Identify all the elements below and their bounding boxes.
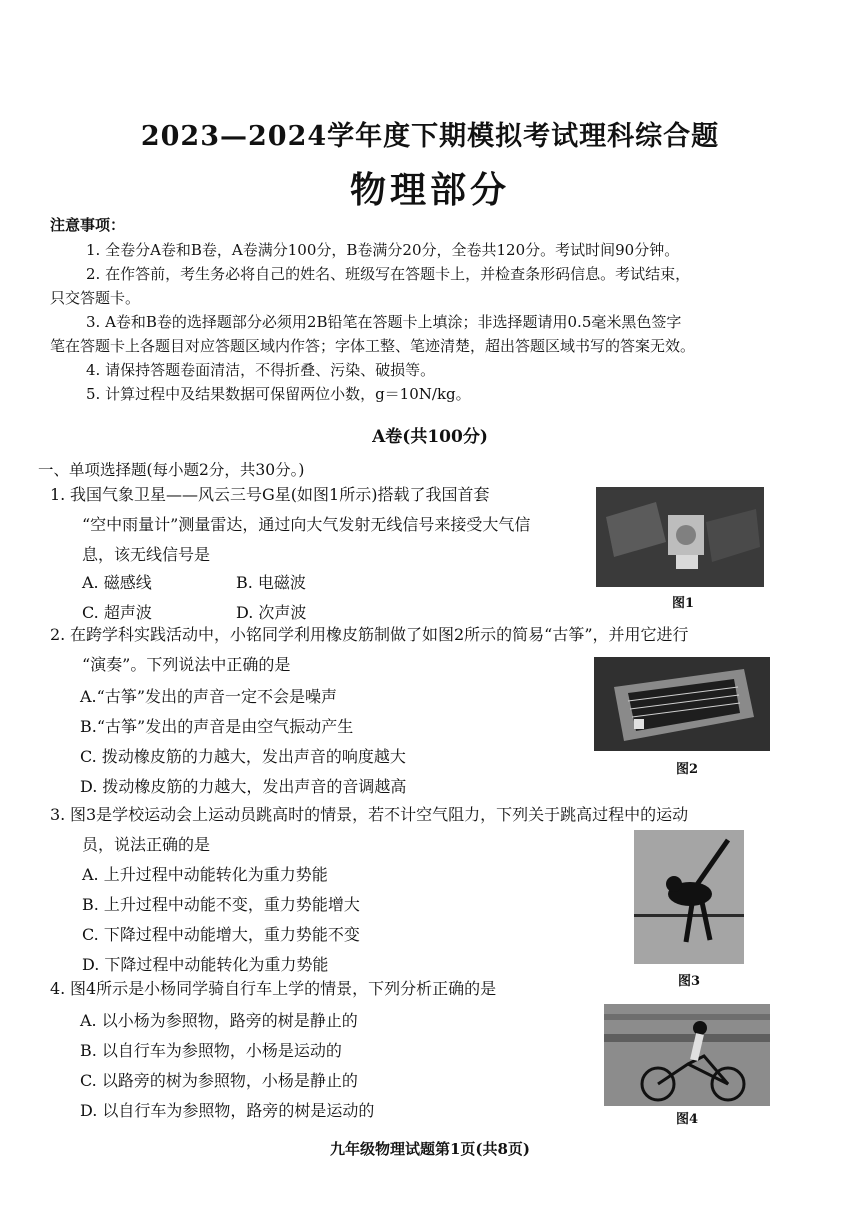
exam-title: 2023—2024学年度下期模拟考试理科综合题 xyxy=(140,121,720,152)
notice-item: 1. 全卷分A卷和B卷，A卷满分100分，B卷满分20分，全卷共120分。考试时间90分钟。 xyxy=(86,241,680,259)
figure-2-caption: 图2 xyxy=(676,762,699,777)
question-stem: “空中雨量计”测量雷达，通过向大气发射无线信号来接受大气信 xyxy=(82,515,531,534)
figure-4-caption: 图4 xyxy=(676,1112,699,1127)
question-stem: 息，该无线信号是 xyxy=(82,545,211,564)
option-b: B. 电磁波 xyxy=(236,573,306,592)
question-number: 3. xyxy=(50,805,66,824)
notice-item: 笔在答题卡上各题目对应答题区域内作答；字体工整、笔迹清楚，超出答题区域书写的答案无效。 xyxy=(50,337,696,355)
question-stem: 图3是学校运动会上运动员跳高时的情景，若不计空气阻力，下列关于跳高过程中的运动 xyxy=(70,805,689,824)
option-c: C. 下降过程中动能增大，重力势能不变 xyxy=(82,925,360,944)
question-stem: 图4所示是小杨同学骑自行车上学的情景，下列分析正确的是 xyxy=(70,979,497,998)
option-d: D. 次声波 xyxy=(236,603,307,622)
option-a: A. 上升过程中动能转化为重力势能 xyxy=(82,865,328,884)
option-b: B. 上升过程中动能不变，重力势能增大 xyxy=(82,895,360,914)
option-a: A.“古筝”发出的声音一定不会是噪声 xyxy=(80,687,338,706)
option-c: C. 拨动橡皮筋的力越大，发出声音的响度越大 xyxy=(80,747,406,766)
option-c: C. 以路旁的树为参照物，小杨是静止的 xyxy=(80,1071,358,1090)
figure-3-caption: 图3 xyxy=(678,974,701,989)
notice-item: 2. 在作答前，考生务必将自己的姓名、班级写在答题卡上，并检查条形码信息。考试结束， xyxy=(86,265,691,283)
question-number: 4. xyxy=(50,979,66,998)
option-b: B. 以自行车为参照物，小杨是运动的 xyxy=(80,1041,342,1060)
section-1-heading: 一、单项选择题(每小题2分，共30分。) xyxy=(38,461,305,479)
question-4 xyxy=(50,974,496,1004)
option-a: A. 以小杨为参照物，路旁的树是静止的 xyxy=(80,1011,358,1030)
figure-4-bicycle xyxy=(604,1004,770,1106)
question-number: 1. xyxy=(50,485,66,504)
notice-item: 只交答题卡。 xyxy=(50,289,141,307)
notice-item: 3. A卷和B卷的选择题部分必须用2B铅笔在答题卡上填涂；非选择题请用0.5毫米黑色签字 xyxy=(86,313,682,331)
figure-1-caption: 图1 xyxy=(672,596,695,611)
exam-subtitle: 物理部分 xyxy=(349,169,510,211)
notice-item: 4. 请保持答题卷面清洁，不得折叠、污染、破损等。 xyxy=(86,361,436,379)
question-stem: 在跨学科实践活动中，小铭同学利用橡皮筋制做了如图2所示的简易“古筝”，并用它进行 xyxy=(70,625,689,644)
option-a: A. 磁感线 xyxy=(82,573,152,592)
figure-3-high-jump xyxy=(634,830,744,964)
option-b: B.“古筝”发出的声音是由空气振动产生 xyxy=(80,717,354,736)
notice-heading: 注意事项： xyxy=(50,216,126,234)
question-number: 2. xyxy=(50,625,66,644)
option-d: D. 拨动橡皮筋的力越大，发出声音的音调越高 xyxy=(80,777,407,796)
figure-1-satellite xyxy=(596,487,764,587)
section-a-heading: A卷(共100分) xyxy=(372,427,488,447)
question-stem: 我国气象卫星——风云三号G星(如图1所示)搭载了我国首套 xyxy=(70,485,490,504)
option-d: D. 下降过程中动能转化为重力势能 xyxy=(82,955,329,974)
page-footer: 九年级物理试题第1页(共8页) xyxy=(329,1140,531,1158)
notice-item: 5. 计算过程中及结果数据可保留两位小数，g＝10N/kg。 xyxy=(86,385,471,403)
question-3 xyxy=(50,800,688,860)
question-stem: 员，说法正确的是 xyxy=(82,835,211,854)
figure-2-zither xyxy=(594,657,770,751)
question-stem: “演奏”。下列说法中正确的是 xyxy=(82,655,291,674)
notice-block xyxy=(50,238,810,406)
question-1 xyxy=(50,480,530,570)
question-2 xyxy=(50,620,689,680)
option-d: D. 以自行车为参照物，路旁的树是运动的 xyxy=(80,1101,375,1120)
option-c: C. 超声波 xyxy=(82,603,152,622)
